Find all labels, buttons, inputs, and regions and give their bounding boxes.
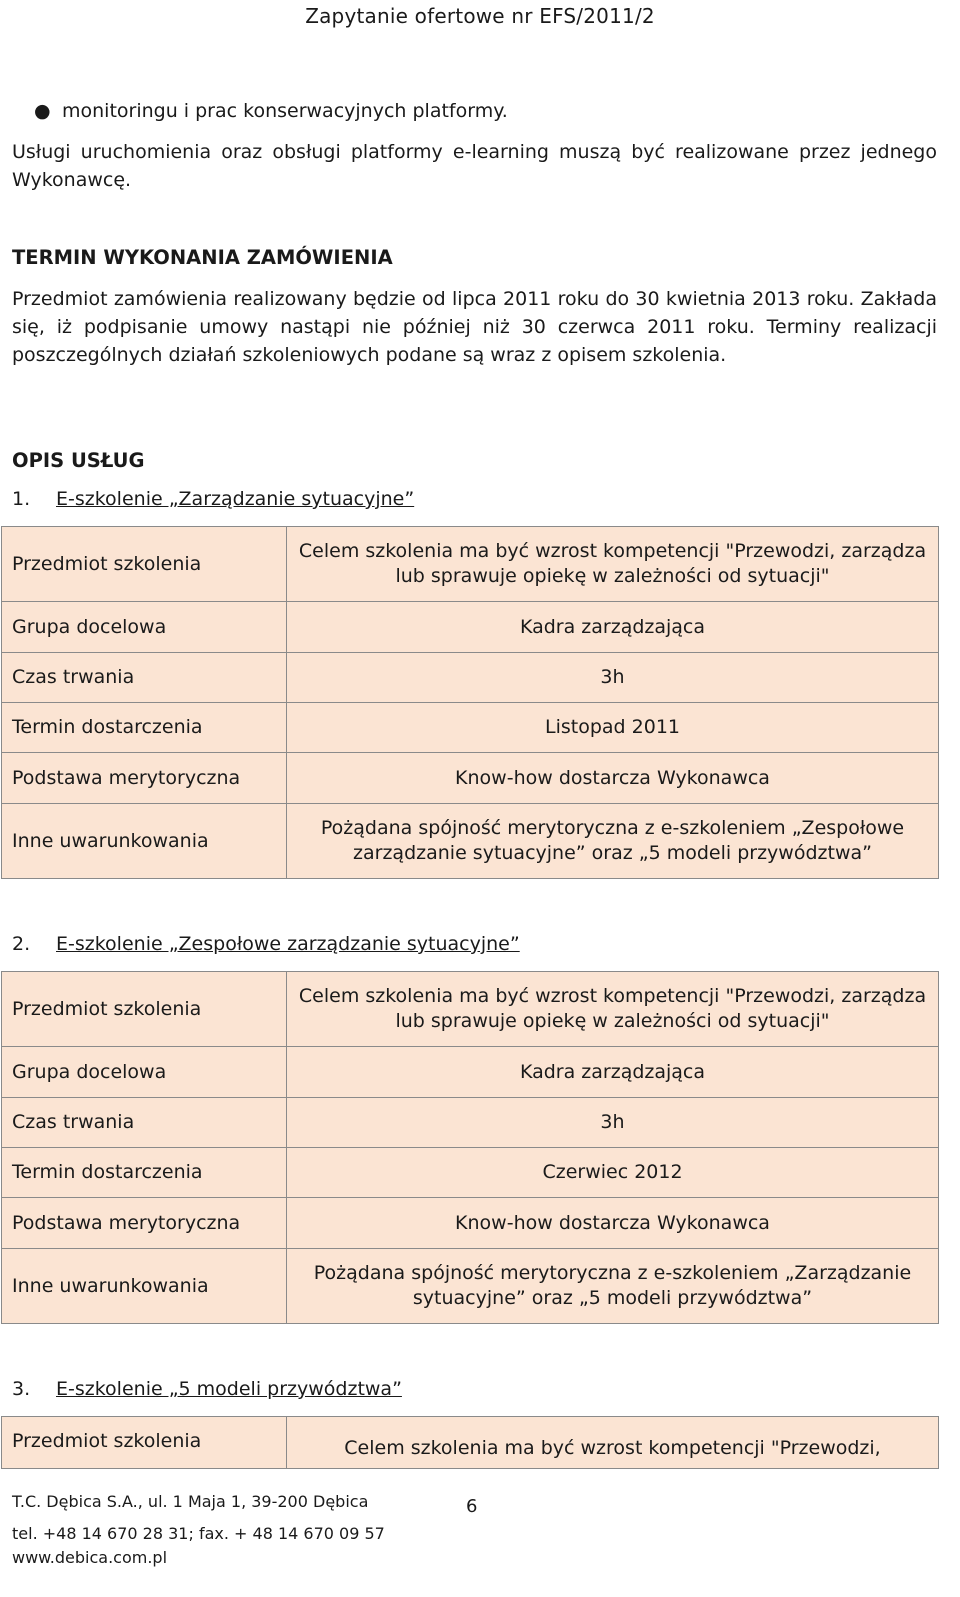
bullet-item [34,100,508,122]
table-row [2,753,939,804]
row-label: Grupa docelowa [2,1047,287,1098]
row-label: Grupa docelowa [2,602,287,653]
opis-heading: OPIS USŁUG [12,449,145,472]
row-label: Termin dostarczenia [2,703,287,753]
item-2-table [1,971,939,1324]
row-value: Know-how dostarcza Wykonawca [287,1198,939,1249]
row-value: Pożądana spójność merytoryczna z e-szkoleniem „Zespołowe zarządzanie sytuacyjne” oraz „5 modeli przywództwa” [287,804,939,879]
table-row [2,1148,939,1198]
item-2-title [12,933,520,955]
row-label: Inne uwarunkowania [2,1249,287,1324]
row-value: Czerwiec 2012 [287,1148,939,1198]
row-value: Celem szkolenia ma być wzrost kompetencji "Przewodzi, zarządza lub sprawuje opiekę w zależności od sytuacji" [287,972,939,1047]
table-row [2,1417,939,1469]
item-title-text: E-szkolenie „Zespołowe zarządzanie sytuacyjne” [56,933,520,955]
item-1-table [1,526,939,879]
item-3-title [12,1378,402,1400]
table-row [2,1249,939,1324]
footer-company: T.C. Dębica S.A., ul. 1 Maja 1, 39-200 Dębica [12,1492,369,1511]
table-row [2,653,939,703]
row-value: Listopad 2011 [287,703,939,753]
row-label: Inne uwarunkowania [2,804,287,879]
row-label: Czas trwania [2,653,287,703]
item-title-text: E-szkolenie „5 modeli przywództwa” [56,1378,402,1400]
item-number: 3. [12,1378,31,1400]
row-label: Termin dostarczenia [2,1148,287,1198]
row-label: Przedmiot szkolenia [2,972,287,1047]
item-1-title [12,488,414,510]
termin-paragraph: Przedmiot zamówienia realizowany będzie od lipca 2011 roku do 30 kwietnia 2013 roku. Zakłada się, iż podpisanie umowy nastąpi nie później niż 30 czerwca 2011 roku. Terminy realizacji poszczególnych działań szkoleniowych podane są wraz z opisem szkolenia. [12,288,937,366]
table-row [2,972,939,1047]
row-label: Podstawa merytoryczna [2,753,287,804]
row-value: 3h [287,653,939,703]
bullet-icon: ● [34,100,51,122]
item-3-table [1,1416,939,1469]
row-value: 3h [287,1098,939,1148]
table-row [2,1198,939,1249]
row-value: Know-how dostarcza Wykonawca [287,753,939,804]
footer-phone: tel. +48 14 670 28 31; fax. + 48 14 670 09 57 [12,1524,385,1543]
table-row [2,1047,939,1098]
page-number: 6 [466,1496,478,1517]
row-value: Celem szkolenia ma być wzrost kompetencji "Przewodzi, zarządza lub sprawuje opiekę w zależności od sytuacji" [287,527,939,602]
row-label: Przedmiot szkolenia [2,527,287,602]
row-label: Czas trwania [2,1098,287,1148]
item-number: 1. [12,488,31,510]
page-header: Zapytanie ofertowe nr EFS/2011/2 [305,4,655,28]
intro-paragraph: Usługi uruchomienia oraz obsługi platformy e-learning muszą być realizowane przez jednego Wykonawcę. [12,141,937,191]
termin-heading: TERMIN WYKONANIA ZAMÓWIENIA [12,246,393,269]
table-row [2,804,939,879]
item-title-text: E-szkolenie „Zarządzanie sytuacyjne” [56,488,415,510]
footer-website: www.debica.com.pl [12,1548,168,1567]
bullet-text: monitoringu i prac konserwacyjnych platformy. [62,100,508,122]
row-value: Pożądana spójność merytoryczna z e-szkoleniem „Zarządzanie sytuacyjne” oraz „5 modeli przywództwa” [287,1249,939,1324]
table-row [2,1098,939,1148]
table-row [2,602,939,653]
row-label: Podstawa merytoryczna [2,1198,287,1249]
row-label: Przedmiot szkolenia [2,1417,287,1469]
table-row [2,703,939,753]
item-number: 2. [12,933,31,955]
table-row [2,527,939,602]
row-value: Kadra zarządzająca [287,1047,939,1098]
row-value: Celem szkolenia ma być wzrost kompetencji "Przewodzi, [287,1417,939,1469]
row-value: Kadra zarządzająca [287,602,939,653]
